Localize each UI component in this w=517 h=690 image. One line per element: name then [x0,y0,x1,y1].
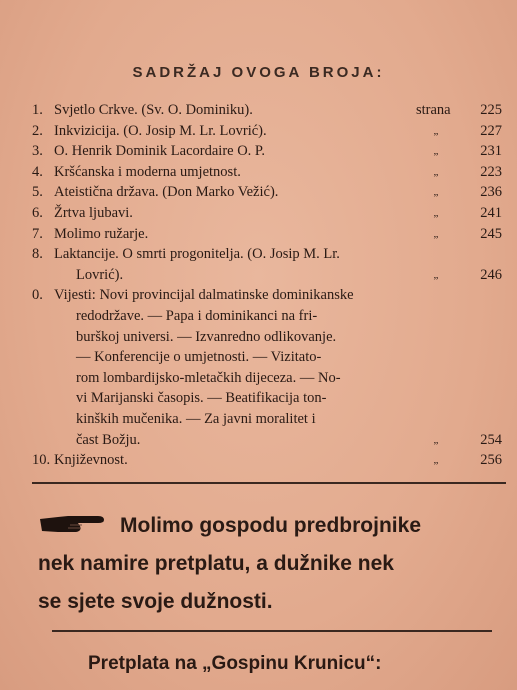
toc-title: Molimo ružarje. [54,225,149,242]
toc-entry [32,347,502,367]
toc-number: 8. [32,246,43,263]
toc-entry [32,430,502,450]
divider-top [32,482,506,484]
toc-title: Lovrić). [76,266,124,283]
toc-title: rom lombardijsko-mletačkih dijeceza. — No- [76,369,341,386]
notice-line-3: se sjete svoje dužnosti. [38,590,273,613]
toc-entry [32,141,502,161]
toc-number: 1. [32,102,43,118]
toc-entry [32,409,502,429]
toc-entry [32,306,502,326]
toc-page-number: 256 [480,452,502,469]
notice-line-2: nek namire pretplatu, a dužnike nek [38,552,394,575]
toc-title: Žrtva ljubavi. [54,205,133,221]
toc-entry [32,285,502,305]
toc-page-number: 225 [480,102,502,118]
toc-number: 3. [32,143,43,160]
toc-number: 5. [32,184,43,201]
notice-text-1: Molimo gospodu predbrojnike [120,514,421,537]
ditto-mark: „ [433,268,439,281]
ditto-mark: „ [433,433,439,446]
ditto-mark: „ [433,454,439,467]
toc-page-number: 241 [480,205,502,221]
toc-title: — Konferencije o umjetnosti. — Vizitato- [76,349,322,366]
divider-bottom [52,630,492,632]
toc-entry [32,327,502,347]
toc-page-number: 236 [480,184,502,201]
ditto-mark: „ [433,207,439,219]
toc-title: Kršćanska i moderna umjetnost. [54,163,241,180]
toc-page-number: 246 [480,266,502,283]
toc-title: vi Marijanski časopis. — Beatifikacija ton- [76,390,327,407]
toc-title: redodržave. — Papa i dominikanci na fri- [76,308,318,324]
toc-entry [32,121,502,141]
toc-page-number: 245 [480,225,502,242]
toc-entry [32,100,502,120]
strana-label: strana [416,102,451,118]
ditto-mark: „ [433,186,439,199]
toc-page-number: 254 [480,431,502,448]
toc-title: Ateistična država. (Don Marko Vežić). [54,184,279,201]
toc-title: Inkvizicija. (O. Josip M. Lr. Lovrić). [54,122,267,139]
toc-title: O. Henrik Dominik Lacordaire O. P. [54,143,266,160]
toc-title: Laktancije. O smrti progonitelja. (O. Josip M. Lr. [54,246,340,263]
toc-number: 0. [32,287,43,304]
toc-title: burškoj universi. — Izvanredno odlikovanje. [76,328,337,345]
toc-title: čast Božju. [76,431,141,448]
ditto-mark: „ [433,227,439,240]
toc-page-number: 231 [480,143,502,160]
ditto-mark: „ [433,124,439,137]
toc-entry [32,224,502,244]
toc-entry [32,368,502,388]
toc-page-number: 223 [480,163,502,180]
toc-entry [32,162,502,182]
toc-number: 4. [32,163,43,180]
ditto-mark: „ [433,165,439,178]
toc-entry [32,388,502,408]
toc-number: 10. [32,452,51,469]
toc-entry [32,203,502,223]
toc-number: 2. [32,122,43,139]
toc-entry [32,244,502,264]
toc-entry [32,182,502,202]
pointing-hand-icon [38,513,106,535]
toc-number: 7. [32,225,43,242]
ditto-mark: „ [433,145,439,158]
toc-title: kinških mučenika. — Za javni moralitet i [76,411,316,427]
toc-entry [32,450,502,470]
subscription-heading: Pretplata na „Gospinu Krunicu“: [88,653,382,674]
toc-title: Književnost. [54,452,128,469]
toc-number: 6. [32,205,43,221]
toc-title: Svjetlo Crkve. (Sv. O. Dominiku). [54,102,253,118]
toc-entry [32,265,502,285]
toc-title: Vijesti: Novi provincijal dalmatinske dominikanske [54,287,354,304]
contents-heading: SADRŽAJ OVOGA BROJA: [132,64,385,81]
toc-page-number: 227 [480,122,502,139]
notice-line-1 [38,510,508,542]
